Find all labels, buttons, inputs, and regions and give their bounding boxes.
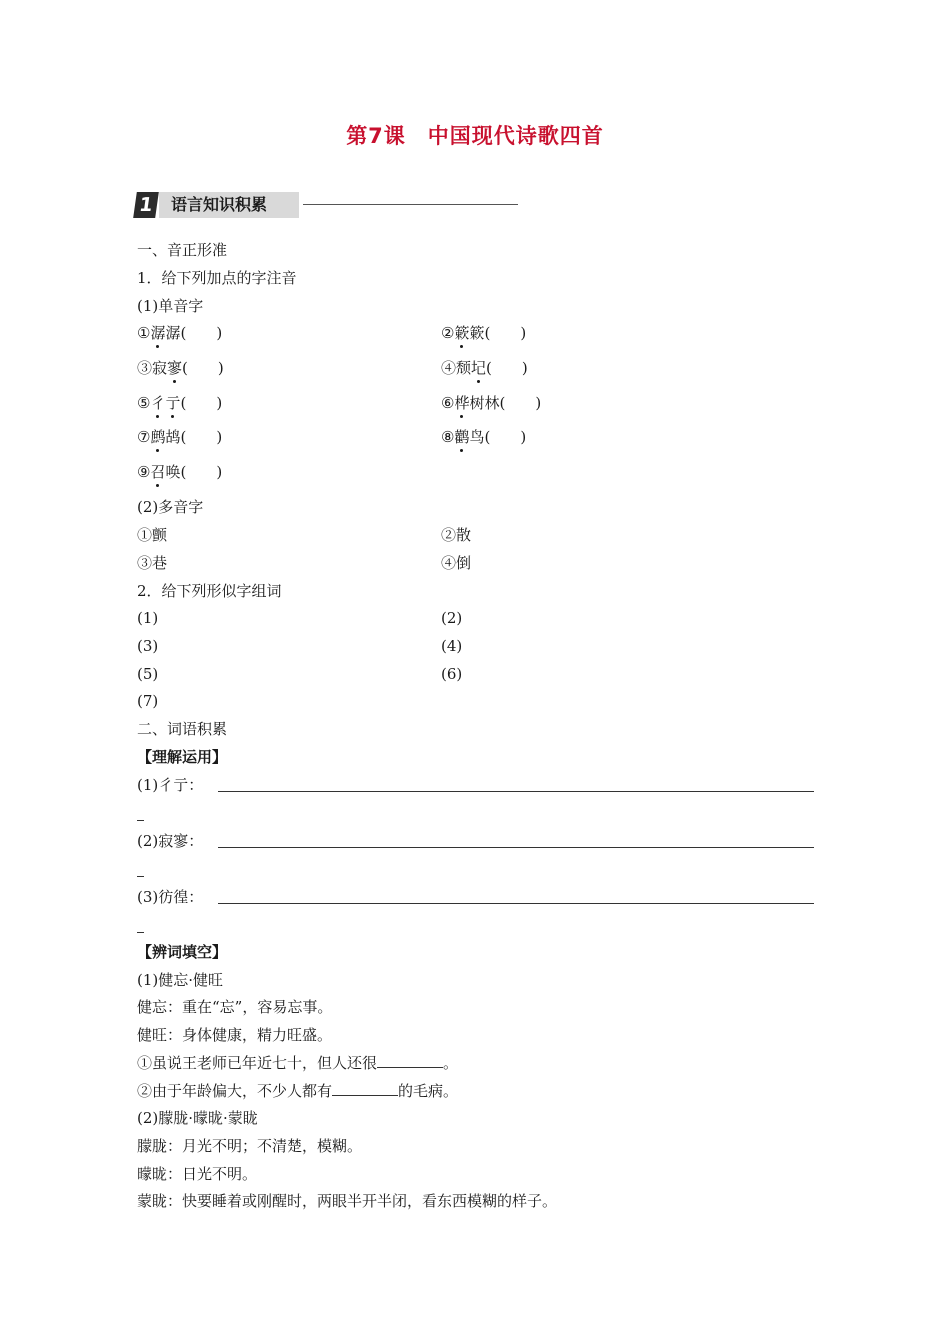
definition: 朦胧：月光不明；不清楚，模糊。	[137, 1137, 363, 1155]
section-number-badge: 1	[133, 192, 159, 218]
pron-item: ⑦鹧鸪( )	[137, 428, 223, 446]
pron-item: ①潺潺( )	[137, 324, 223, 342]
question-1: 1．给下列加点的字注音	[137, 269, 297, 287]
answer-line[interactable]	[218, 791, 814, 792]
fill-sentence: ①虽说王老师已年近七十，但人还很 。	[137, 1054, 459, 1072]
part1-heading: 一、音正形准	[137, 241, 228, 259]
term-label: (1)彳亍：	[137, 776, 204, 794]
group1-title: (1)健忘·健旺	[137, 971, 224, 989]
poly-item: ④倒	[441, 554, 472, 572]
definition: 健旺：身体健康，精力旺盛。	[137, 1026, 333, 1044]
pron-item: ②簌簌( )	[441, 324, 527, 342]
term-label: (3)彷徨：	[137, 888, 204, 906]
pron-item: ③寂寥( )	[137, 359, 224, 377]
pron-item: ⑤彳亍( )	[137, 394, 223, 412]
answer-line[interactable]	[218, 903, 814, 904]
fill-sentence: ②由于年龄偏大，不少人都有 的毛病。	[137, 1082, 459, 1100]
group2-title: (2)朦胧·曚昽·蒙眬	[137, 1109, 258, 1127]
section-label: 语言知识积累	[159, 192, 299, 218]
similar-item: (3)	[137, 637, 159, 655]
pron-item: ④颓圮( )	[441, 359, 528, 377]
similar-item: (5)	[137, 665, 159, 683]
answer-line[interactable]	[218, 847, 814, 848]
pron-item: ⑥桦树林( )	[441, 394, 542, 412]
question-2: 2．给下列形似字组词	[137, 582, 282, 600]
section-header	[135, 192, 520, 218]
discern-label: 【辨词填空】	[137, 943, 228, 961]
answer-line-tail	[137, 820, 144, 821]
answer-line-tail	[137, 876, 144, 877]
part2-heading: 二、词语积累	[137, 720, 228, 738]
similar-item: (7)	[137, 692, 159, 710]
sub-heading-single: (1)单音字	[137, 297, 204, 315]
fill-blank[interactable]	[377, 1053, 443, 1068]
definition: 曚昽：日光不明。	[137, 1165, 258, 1183]
similar-item: (1)	[137, 609, 159, 627]
answer-line-tail	[137, 932, 144, 933]
sub-heading-poly: (2)多音字	[137, 498, 204, 516]
pron-item: ⑨召唤( )	[137, 463, 223, 481]
term-label: (2)寂寥：	[137, 832, 204, 850]
definition: 蒙眬：快要睡着或刚醒时，两眼半开半闭，看东西模糊的样子。	[137, 1192, 558, 1210]
fill-blank[interactable]	[332, 1081, 398, 1096]
lesson-title: 第7课 中国现代诗歌四首	[346, 124, 604, 148]
poly-item: ③巷	[137, 554, 168, 572]
pron-item: ⑧鹳鸟( )	[441, 428, 527, 446]
poly-item: ②散	[441, 526, 472, 544]
similar-item: (6)	[441, 665, 463, 683]
definition: 健忘：重在“忘”，容易忘事。	[137, 998, 333, 1016]
poly-item: ①颤	[137, 526, 168, 544]
understand-label: 【理解运用】	[137, 748, 228, 766]
similar-item: (4)	[441, 637, 463, 655]
similar-item: (2)	[441, 609, 463, 627]
section-rule	[303, 204, 518, 205]
